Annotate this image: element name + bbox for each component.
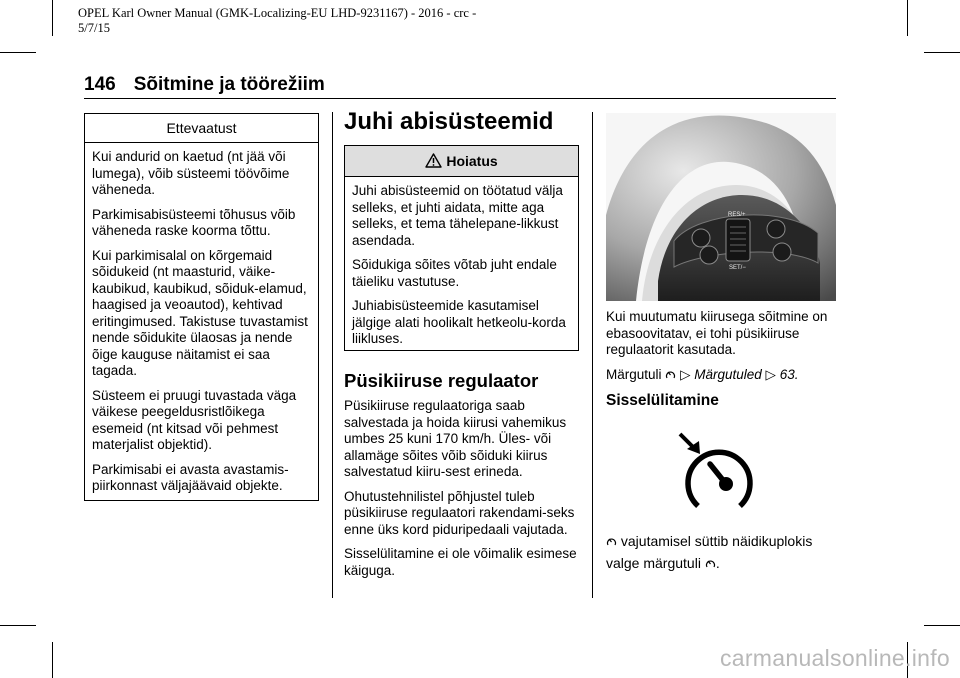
page-ref-arrow-icon: ▷ — [680, 366, 691, 382]
warning-title-bar — [345, 146, 578, 177]
crop-mark — [924, 52, 960, 53]
set-label: SET/− — [729, 265, 746, 271]
caution-box — [84, 113, 319, 501]
column-divider — [332, 112, 333, 598]
warning-paragraph: Juhi abisüsteemid on töötatud välja selleks, et juhti aidata, mitte aga selleks, et tema tähelepane-likkust asendada. — [352, 183, 563, 248]
switch-on-line: vajutamisel süttib näidikuplokis — [620, 533, 813, 549]
page-title: Sõitmine ja töörežiim — [133, 74, 325, 95]
watermark[interactable]: carmanualsonline.info — [719, 645, 950, 671]
indicator-label: Märgutuli — [606, 366, 662, 382]
page-number: 146 — [84, 74, 116, 95]
header-rule — [84, 98, 836, 99]
caution-paragraph: Süsteem ei pruugi tuvastada väga väikese peegeldusristlõikega esemeid (nt kitsad või pehmest materjalist objektid). — [92, 387, 297, 452]
indicator-ref-text[interactable]: Märgutuled — [694, 366, 762, 382]
crop-mark — [0, 52, 36, 53]
cruise-paragraph: Sisselülitamine ei ole võimalik esimese käiguga. — [344, 546, 577, 578]
crop-mark — [52, 642, 53, 678]
res-label: RES/+ — [728, 212, 746, 218]
section-title: Juhi abisüsteemid — [344, 108, 554, 135]
cruise-control-title: Püsikiiruse regulaator — [344, 370, 539, 391]
cruise-advice-paragraph: Kui muutumatu kiirusega sõitmine on ebasoovitatav, ei tohi püsikiiruse regulaatorit kasutada. — [606, 309, 828, 357]
cruise-indicator-icon — [606, 536, 617, 547]
caution-title: Ettevaatust — [85, 114, 318, 143]
caution-paragraph: Kui andurid on kaetud (nt jää või lumega), võib süsteemi töövõime väheneda. — [92, 149, 290, 197]
indicator-reference — [606, 367, 838, 384]
cruise-paragraph: Püsikiiruse regulaatoriga saab salvestada ja hoida kiirusi vahemikus umbes 25 kuni 170 km/h. Üles- või allamäge sõites võib sõiduki kiirus salvestatud kiiru-sest erineda. — [344, 398, 567, 479]
caution-paragraph: Kui parkimisalal on kõrgemaid sõidukeid (nt maasturid, väike-kaubikud, kaubikud, sõiduk-elamud, haagised ja veoautod), kehtivad eritingimused. Takistuse tuvastamist nende sõidukite ülaosas ja nende õige kauguse näitamist ei saa tagada. — [92, 247, 308, 378]
switch-on-text — [606, 530, 838, 574]
page-heading — [84, 74, 325, 96]
warning-triangle-icon — [425, 153, 442, 168]
cruise-control-symbol-icon — [676, 430, 760, 516]
warning-paragraph: Sõidukiga sõites võtab juht endale täieliku vastutuse. — [352, 257, 557, 289]
right-column-text — [606, 309, 838, 391]
warning-title: Hoiatus — [446, 153, 498, 169]
crop-mark — [0, 625, 36, 626]
crop-mark — [52, 0, 53, 36]
switch-on-period: . — [715, 555, 720, 571]
document-header — [78, 6, 476, 36]
warning-paragraph: Juhiabisüsteemide kasutamisel jälgige alati hoolikalt hetkeolu-korda liikluses. — [352, 298, 566, 346]
cruise-paragraph: Ohutustehnilistel põhjustel tuleb püsikiiruse regulaatori rakendami-seks enne üks kord piduripedaali vajutada. — [344, 488, 575, 537]
document-header-date: 5/7/15 — [78, 21, 110, 35]
switch-on-line: valge märgutuli — [606, 555, 701, 571]
crop-mark — [907, 0, 908, 36]
steering-wheel-photo — [606, 113, 836, 301]
caution-paragraph: Parkimisabisüsteemi tõhusus võib väheneda raske koorma tõttu. — [92, 206, 296, 238]
cruise-control-text — [344, 398, 582, 587]
indicator-ref-page[interactable]: 63. — [779, 366, 799, 382]
warning-box — [344, 145, 579, 351]
switch-on-title: Sisselülitamine — [606, 392, 719, 409]
page-ref-arrow-icon: ▷ — [765, 366, 776, 382]
cruise-indicator-icon — [705, 558, 716, 569]
crop-mark — [924, 625, 960, 626]
document-header-line: OPEL Karl Owner Manual (GMK-Localizing-EU LHD-9231167) - 2016 - crc - — [78, 6, 477, 20]
caution-paragraph: Parkimisabi ei avasta avastamis-piirkonnast väljajäävaid objekte. — [92, 461, 289, 493]
column-divider — [592, 112, 593, 598]
cruise-indicator-icon — [665, 369, 676, 380]
